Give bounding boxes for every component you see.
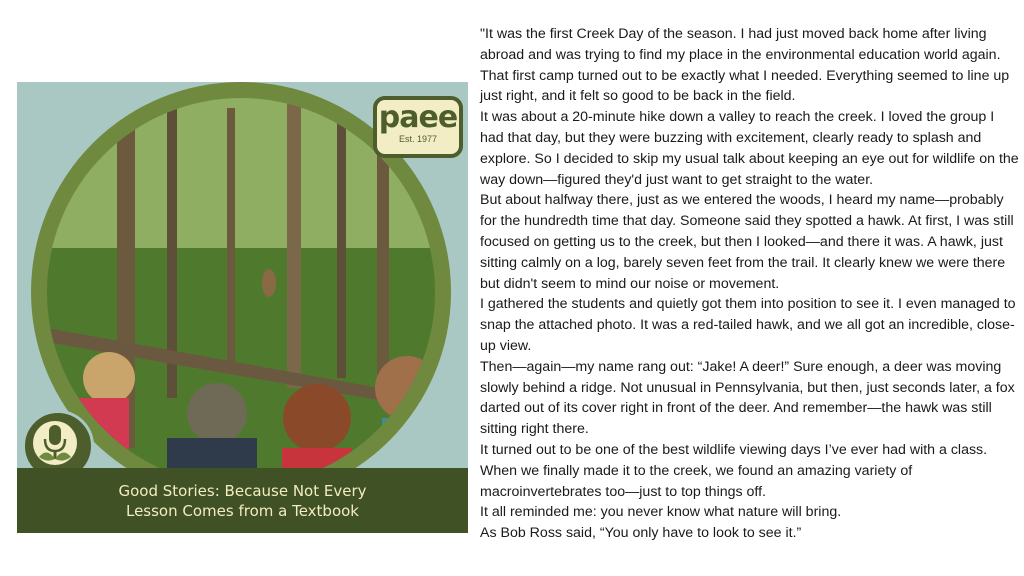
story-paragraph: I gathered the students and quietly got them into position to see it. I even managed to snap the attached photo. It was a red-tailed hawk, and we all got an incredible, close-up view. — [480, 296, 1016, 354]
story-paragraph: It all reminded me: you never know what nature will bring. — [480, 504, 842, 521]
story-paragraph: When we finally made it to the creek, we found an amazing variety of macroinvertebrates too—just to top things off. — [480, 462, 913, 500]
story-paragraph: But about halfway there, just as we entered the woods, I heard my name—probably for the hundredth time that day. Someone said they spotted a hawk. At first, I was still focused on getting us to the creek, but then I looked—and there it was. A hawk, just sitting calmly on a log, barely seven feet from the trail. It clearly knew we were there but didn't seem to mind our noise or movement. — [480, 192, 1014, 292]
banner-title-line-1: Good Stories: Because Not Every — [118, 481, 367, 500]
story-text — [480, 24, 1020, 544]
story-paragraph: "It was the first Creek Day of the season. I had just moved back home after living abroad and was trying to find my place in the environmental education world again. That first camp turned out to be exactly what I needed. Everything seemed to line up just right, and it felt so good to be back in the field. — [480, 26, 1010, 105]
story-paragraph: It turned out to be one of the best wildlife viewing days I’ve ever had with a class. — [480, 441, 988, 458]
logo-wordmark: paee — [378, 100, 458, 135]
banner-title-line-2: Lesson Comes from a Textbook — [125, 501, 359, 520]
forest-photo — [47, 98, 435, 486]
story-paragraph: Then—again—my name rang out: “Jake! A deer!” Sure enough, a deer was moving slowly behind a ridge. Not unusual in Pennsylvania, but then, just seconds later, a fox darted out of its cover right in front of the deer. And remember—the hawk was still sitting right there. — [480, 358, 1015, 438]
title-banner — [17, 468, 468, 533]
story-card-graphic — [17, 82, 468, 533]
story-paragraph: It was about a 20-minute hike down a valley to reach the creek. I loved the group I had that day, but they were buzzing with excitement, clearly ready to splash and explore. So I decided to skip my usual talk about keeping an eye out for wildlife on the way down—figured they'd just want to get straight to the water. — [480, 109, 1019, 188]
paee-logo — [373, 96, 463, 158]
forest-scene-illustration — [47, 98, 435, 486]
logo-established: Est. 1977 — [398, 134, 438, 144]
story-paragraph: As Bob Ross said, “You only have to look to see it.” — [480, 525, 802, 542]
